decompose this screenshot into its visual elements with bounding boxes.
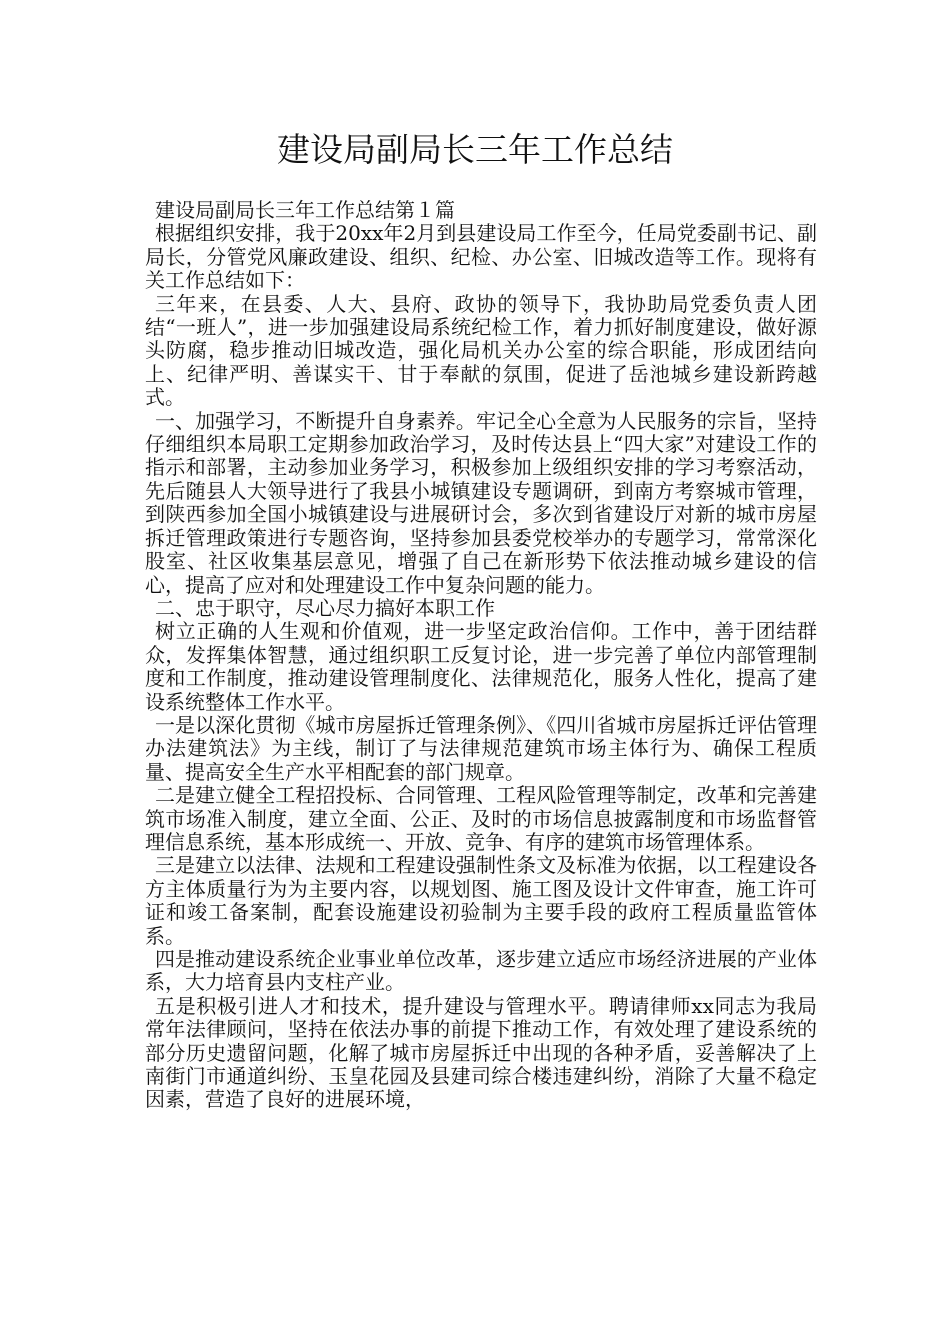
paragraph-8: 三是建立以法律、法规和工程建设强制性条文及标准为依据，以工程建设各方主体质量行为为主要内容，以规划图、施工图及设计文件审查，施工许可证和竣工备案制，配套设施建设初验制为主要手段的政府工程质量监管体系。 (145, 853, 817, 948)
paragraph-2: 三年来，在县委、人大、县府、政协的领导下，我协助局党委负责人团结“一班人”，进一步加强建设局系统纪检工作，着力抓好制度建设，做好源头防腐，稳步推动旧城改造，强化局机关办公室的综合职能，形成团结向上、纪律严明、善谋实干、甘于奉献的氛围，促进了岳池城乡建设新跨越式。 (145, 291, 817, 410)
paragraph-1: 根据组织安排，我于20xx年2月到县建设局工作至今，任局党委副书记、副局长，分管党风廉政建设、组织、纪检、办公室、旧城改造等工作。现将有关工作总结如下： (145, 221, 817, 293)
paragraph-3: 一、加强学习，不断提升自身素养。牢记全心全意为人民服务的宗旨，坚持仔细组织本局职工定期参加政治学习，及时传达县上“四大家”对建设工作的指示和部署，主动参加业务学习，积极参加上级组织安排的学习考察活动，先后随县人大领导进行了我县小城镇建设专题调研，到南方考察城市管理，到陕西参加全国小城镇建设与进展研讨会，多次到省建设厅对新的城市房屋拆迁管理政策进行专题咨询，坚持参加县委党校举办的专题学习，常常深化股室、社区收集基层意见，增强了自己在新形势下依法推动城乡建设的信心，提高了应对和处理建设工作中复杂问题的能力。 (145, 408, 817, 597)
document-body (145, 199, 817, 1112)
paragraph-5: 树立正确的人生观和价值观，进一步坚定政治信仰。工作中，善于团结群众，发挥集体智慧，通过组织职工反复讨论，进一步完善了单位内部管理制度和工作制度，推动建设管理制度化、法律规范化，服务人性化，提高了建设系统整体工作水平。 (145, 619, 817, 714)
paragraph-4: 二、忠于职守，尽心尽力搞好本职工作 (155, 595, 495, 620)
section-subtitle: 建设局副局长三年工作总结第１篇 (155, 198, 455, 222)
paragraph-10: 五是积极引进人才和技术，提升建设与管理水平。聘请律师xx同志为我局常年法律顾问，坚持在依法办事的前提下推动工作，有效处理了建设系统的部分历史遗留问题，化解了城市房屋拆迁中出现的各种矛盾，妥善解决了上南街门市通道纠纷、玉皇花园及县建司综合楼违建纠纷，消除了大量不稳定因素，营造了良好的进展环境， (145, 993, 817, 1112)
paragraph-9: 四是推动建设系统企业事业单位改革，逐步建立适应市场经济进展的产业体系，大力培育县内支柱产业。 (145, 947, 817, 995)
document-title: 建设局副局长三年工作总结 (277, 130, 673, 169)
paragraph-6: 一是以深化贯彻《城市房屋拆迁管理条例》、《四川省城市房屋拆迁评估管理办法建筑法》为主线，制订了与法律规范建筑市场主体行为、确保工程质量、提高安全生产水平相配套的部门规章。 (145, 712, 817, 784)
paragraph-7: 二是建立健全工程招投标、合同管理、工程风险管理等制定，改革和完善建筑市场准入制度，建立全面、公正、及时的市场信息披露制度和市场监督管理信息系统，基本形成统一、开放、竞争、有序的建筑市场管理体系。 (145, 783, 817, 854)
